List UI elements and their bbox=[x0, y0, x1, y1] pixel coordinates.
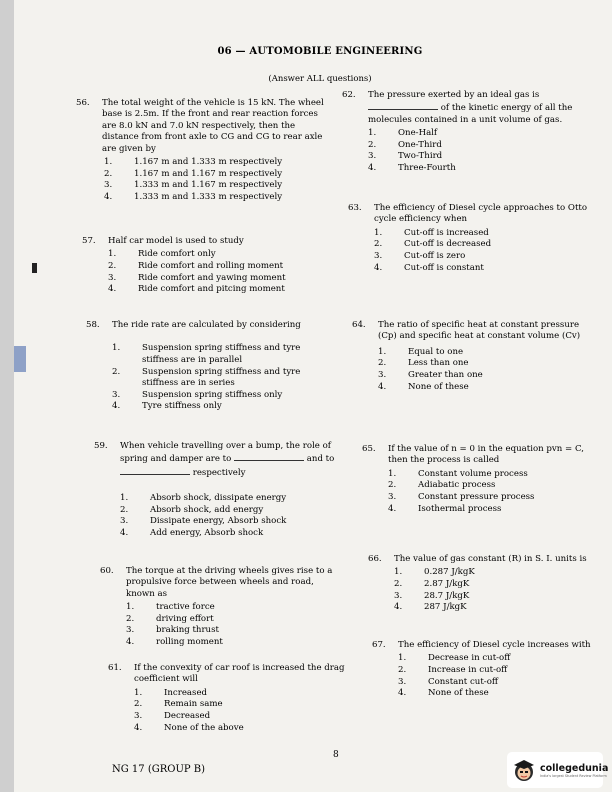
margin-tab bbox=[14, 346, 26, 372]
option[interactable]: 3. Ride comfort and yawing moment bbox=[108, 272, 286, 283]
option[interactable]: 2. Adiabatic process bbox=[388, 480, 496, 491]
option[interactable]: 1. tractive force bbox=[126, 602, 215, 613]
option[interactable]: 3. braking thrust bbox=[126, 625, 219, 636]
question-stem: Half car model is used to study bbox=[108, 236, 244, 246]
option[interactable]: 4. 1.333 m and 1.333 m respectively bbox=[104, 191, 283, 202]
question-stem: The efficiency of Diesel cycle approaches to Otto cycle efficiency when bbox=[374, 203, 588, 225]
question-stem: The ratio of specific heat at constant pressure (Cp) and specific heat at constant volume (Cv) bbox=[378, 320, 581, 342]
question-64 bbox=[352, 320, 596, 393]
option[interactable]: 1. Constant volume process bbox=[388, 468, 528, 479]
question-stem: The torque at the driving wheels gives rise to a propulsive force between wheels and road, known as bbox=[126, 566, 333, 599]
option[interactable]: 1. Cut-off is increased bbox=[374, 227, 489, 238]
question-number: 57. bbox=[82, 236, 96, 246]
option[interactable]: 2. 2.87 J/kgK bbox=[394, 579, 470, 589]
question-stem: The value of gas constant (R) in S. I. units is bbox=[394, 554, 587, 564]
option[interactable]: 1. Ride comfort only bbox=[108, 249, 216, 260]
question-number: 65. bbox=[362, 444, 376, 454]
option[interactable]: 1. Suspension spring stiffness and tyre stiffness are in parallel bbox=[112, 343, 301, 365]
option[interactable]: 2. Increase in cut-off bbox=[398, 665, 508, 675]
question-number: 60. bbox=[100, 566, 114, 576]
fill-blank bbox=[234, 452, 304, 461]
question-59 bbox=[94, 441, 335, 540]
option[interactable]: 2. Cut-off is decreased bbox=[374, 239, 492, 250]
margin-mark bbox=[32, 263, 37, 273]
option[interactable]: 4. None of these bbox=[378, 381, 469, 392]
question-number: 59. bbox=[94, 441, 108, 451]
option[interactable]: 2. Absorb shock, add energy bbox=[120, 504, 264, 515]
option[interactable]: 4. Ride comfort and pitcing moment bbox=[108, 284, 285, 295]
option[interactable]: 1. 1.167 m and 1.333 m respectively bbox=[104, 157, 283, 168]
question-stem: If the value of n = 0 in the equation pvn = C, then the process is called bbox=[388, 444, 584, 466]
logo-name: collegedunia bbox=[540, 762, 609, 774]
question-stem: When vehicle travelling over a bump, the role of spring and damper are to and to respectively bbox=[120, 441, 335, 478]
question-56 bbox=[76, 98, 324, 203]
option[interactable]: 4. Isothermal process bbox=[388, 503, 502, 514]
question-number: 63. bbox=[348, 203, 362, 213]
question-66 bbox=[368, 554, 606, 614]
page-title: 06 — AUTOMOBILE ENGINEERING bbox=[217, 46, 423, 57]
option[interactable]: 4. rolling moment bbox=[126, 637, 223, 647]
option[interactable]: 2. Less than one bbox=[378, 358, 469, 369]
scanner-edge bbox=[0, 0, 14, 792]
option[interactable]: 3. Decreased bbox=[134, 711, 211, 721]
option[interactable]: 1. Absorb shock, dissipate energy bbox=[120, 493, 287, 504]
graduate-avatar-icon bbox=[511, 757, 537, 783]
option[interactable]: 2. One-Third bbox=[368, 139, 442, 150]
question-number: 67. bbox=[372, 640, 386, 650]
question-57 bbox=[82, 236, 328, 296]
option[interactable]: 3. Constant pressure process bbox=[388, 492, 535, 502]
option[interactable]: 2. Ride comfort and rolling moment bbox=[108, 261, 284, 271]
question-61 bbox=[108, 663, 349, 734]
question-60 bbox=[100, 566, 341, 649]
question-stem: The efficiency of Diesel cycle increases with bbox=[398, 640, 591, 650]
option[interactable]: 2. Suspension spring stiffness and tyre stiffness are in series bbox=[112, 366, 301, 389]
question-63 bbox=[348, 203, 594, 274]
question-58 bbox=[86, 320, 332, 413]
option[interactable]: 2. 1.167 m and 1.167 m respectively bbox=[104, 168, 283, 179]
question-number: 64. bbox=[352, 320, 366, 330]
option[interactable]: 4. Cut-off is constant bbox=[374, 262, 484, 273]
option[interactable]: 4. None of these bbox=[398, 688, 489, 699]
fill-blank bbox=[120, 466, 190, 475]
option[interactable]: 3. 1.333 m and 1.167 m respectively bbox=[104, 180, 283, 191]
instructions: (Answer ALL questions) bbox=[268, 74, 372, 84]
option[interactable]: 3. 28.7 J/kgK bbox=[394, 590, 470, 601]
question-number: 58. bbox=[86, 320, 100, 330]
option[interactable]: 2. Remain same bbox=[134, 699, 223, 710]
option[interactable]: 1. 0.287 J/kgK bbox=[394, 567, 475, 578]
paper-code: NG 17 (GROUP B) bbox=[112, 764, 206, 775]
fill-blank bbox=[368, 101, 438, 110]
option[interactable]: 4. Three-Fourth bbox=[368, 163, 456, 173]
option[interactable]: 4. Add energy, Absorb shock bbox=[120, 528, 264, 538]
question-65 bbox=[362, 444, 600, 515]
option[interactable]: 3. Dissipate energy, Absorb shock bbox=[120, 516, 287, 527]
question-number: 62. bbox=[342, 90, 356, 100]
question-67 bbox=[372, 640, 604, 700]
option[interactable]: 1. Decrease in cut-off bbox=[398, 653, 511, 664]
question-stem: The ride rate are calculated by considering bbox=[112, 320, 301, 330]
option[interactable]: 4. 287 J/kgK bbox=[394, 602, 467, 613]
question-stem: The pressure exerted by an ideal gas is of the kinetic energy of all the molecules contained in a unit volume of gas. bbox=[368, 90, 573, 125]
logo-tagline: India's largest Student Review Platform bbox=[540, 773, 607, 778]
option[interactable]: 3. Two-Third bbox=[368, 151, 443, 162]
page-number: 8 bbox=[333, 750, 339, 760]
question-62 bbox=[342, 90, 588, 175]
question-stem: If the convexity of car roof is increased the drag coefficient will bbox=[134, 663, 345, 685]
option[interactable]: 3. Suspension spring stiffness only bbox=[112, 389, 283, 400]
option[interactable]: 3. Cut-off is zero bbox=[374, 251, 466, 261]
option[interactable]: 4. None of the above bbox=[134, 722, 244, 733]
option[interactable]: 3. Greater than one bbox=[378, 370, 483, 380]
option[interactable]: 1. Increased bbox=[134, 687, 208, 698]
option[interactable]: 1. Equal to one bbox=[378, 346, 464, 357]
option[interactable]: 4. Tyre stiffness only bbox=[112, 401, 222, 412]
option[interactable]: 3. Constant cut-off bbox=[398, 676, 498, 687]
question-number: 61. bbox=[108, 663, 122, 673]
option[interactable]: 1. One-Half bbox=[368, 128, 438, 139]
question-stem: The total weight of the vehicle is 15 kN. The wheel base is 2.5m. If the front and rear reaction forces are 8.0 kN and 7.0 kN respectively, then the distance from front axle to CG and CG to rear axle are given by bbox=[102, 98, 324, 154]
question-number: 66. bbox=[368, 554, 382, 564]
question-number: 56. bbox=[76, 98, 90, 108]
watermark-logo bbox=[507, 752, 609, 788]
option[interactable]: 2. driving effort bbox=[126, 613, 214, 624]
